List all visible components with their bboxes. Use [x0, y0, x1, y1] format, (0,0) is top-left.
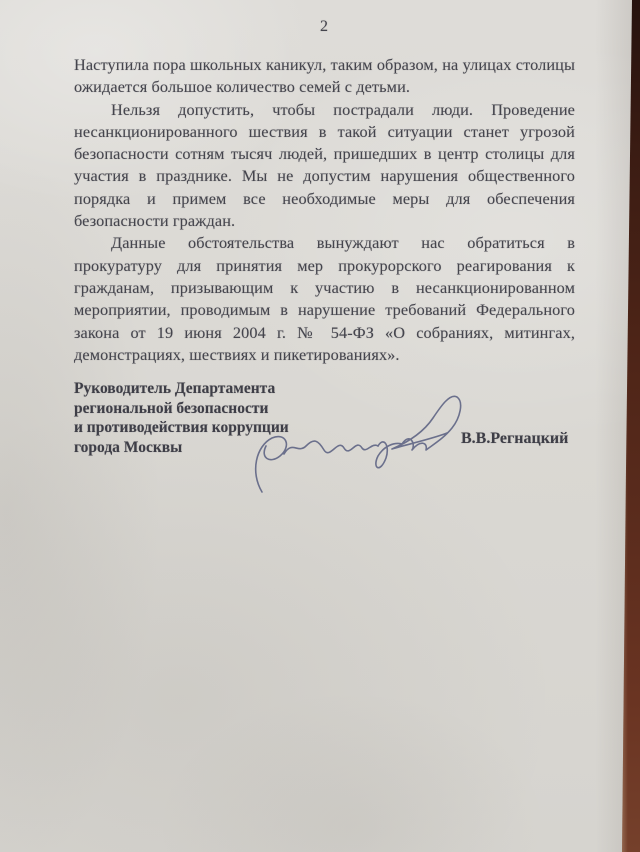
- letter-body: [74, 54, 575, 366]
- signer-title-line: Руководитель Департамента: [74, 380, 276, 397]
- paragraph-1: Наступила пора школьных каникул, таким образом, на улицах столицы ожидается большое количество семей с детьми.: [74, 55, 575, 97]
- paragraph-3: Данные обстоятельства вынуждают нас обратиться в прокуратуру для принятия мер прокурорского реагирования к гражданам, призывающим к участию в несанкционированном мероприятии, проводимым в нарушение требований Федерального закона от 19 июня 2004 г. № 54-ФЗ «О собраниях, митингах, демонстрациях, шествиях и пикетированиях».: [74, 233, 575, 364]
- signature-stroke: [256, 437, 378, 492]
- paragraph-2: Нельзя допустить, чтобы пострадали люди. Проведение несанкционированного шествия в такой ситуации станет угрозой безопасности сотням тысяч людей, пришедших в центр столицы для участия в празднике. Мы не допустим нарушения общественного порядка и примем все необходимые меры для обеспечения безопасности граждан.: [74, 99, 575, 231]
- signature-stroke: [392, 396, 461, 450]
- handwritten-signature: [248, 388, 468, 500]
- signer-name: В.В.Регнацкий: [461, 430, 569, 447]
- signer-title-line: региональной безопасности: [74, 399, 269, 417]
- signer-title-line: и противодействия коррупции: [74, 419, 289, 437]
- signer-title-line: города Москвы: [74, 438, 183, 456]
- page-number: 2: [320, 18, 328, 35]
